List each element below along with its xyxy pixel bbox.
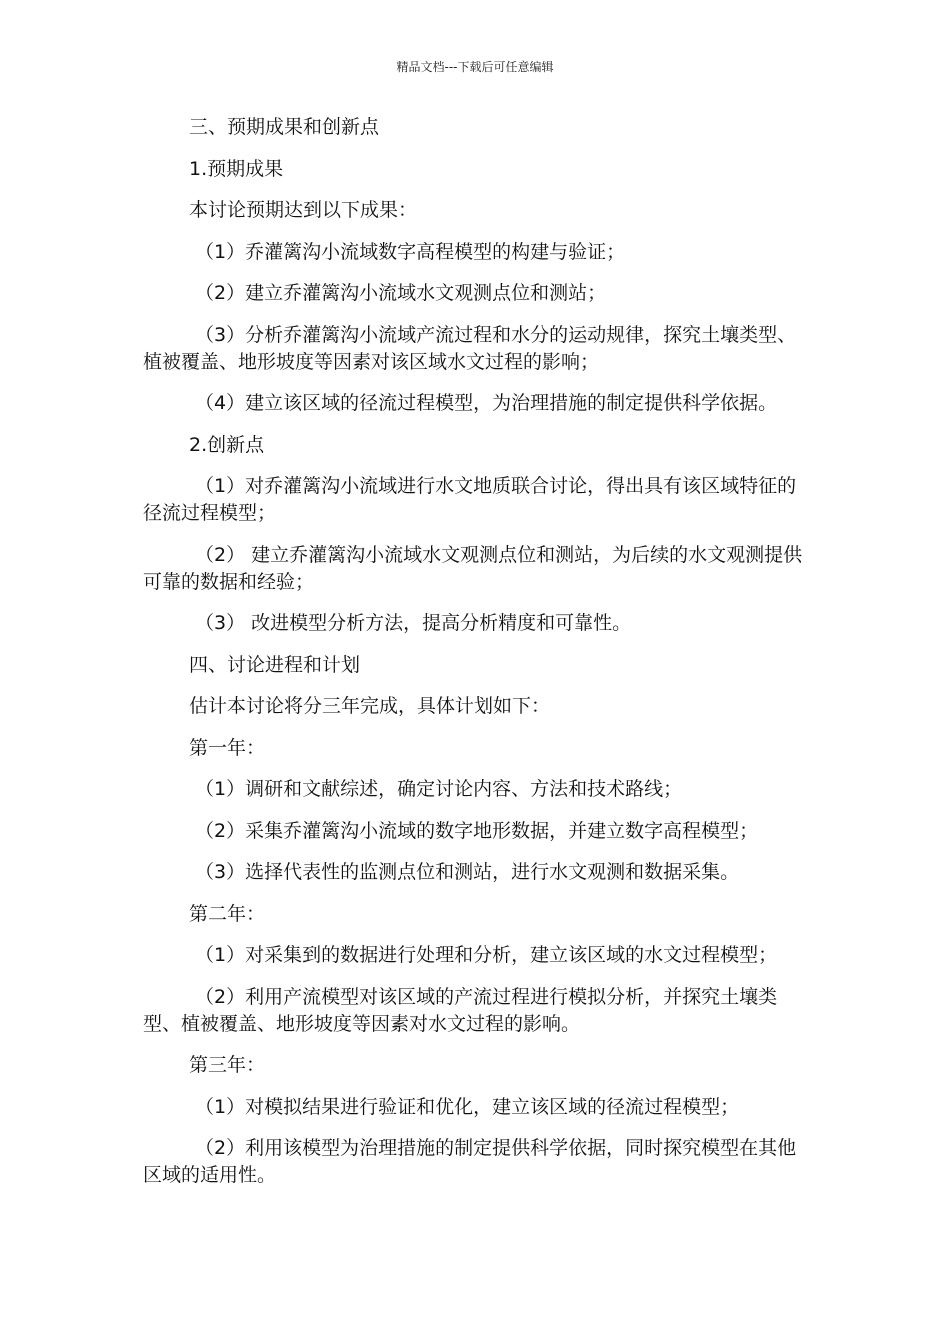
document-body	[143, 114, 811, 1189]
paragraph-16: （2）采集乔灌篱沟小流域的数字地形数据，并建立数字高程模型；	[195, 819, 759, 842]
paragraph-7: （4）建立该区域的径流过程模型，为治理措施的制定提供科学依据。	[195, 392, 778, 414]
paragraph-19: （1）对采集到的数据进行处理和分析，建立该区域的水文过程模型；	[195, 944, 778, 966]
paragraph-2: 1.预期成果	[189, 157, 284, 180]
paragraph-14: 第一年：	[189, 736, 266, 759]
paragraph-17: （3）选择代表性的监测点位和测站，进行水文观测和数据采集。	[195, 861, 740, 883]
paragraph-21: 第三年：	[189, 1054, 266, 1076]
paragraph-13: 估计本讨论将分三年完成，具体计划如下：	[189, 695, 551, 717]
paragraph-20: （2）利用产流模型对该区域的产流过程进行模拟分析，并探究土壤类型、植被覆盖、地形坡度等因素对水文过程的影响。	[143, 985, 778, 1035]
paragraph-22: （1）对模拟结果进行验证和优化，建立该区域的径流过程模型；	[195, 1095, 740, 1118]
paragraph-15: （1）调研和文献综述，确定讨论内容、方法和技术路线；	[195, 778, 683, 800]
paragraph-9: （1）对乔灌篱沟小流域进行水文地质联合讨论，得出具有该区域特征的径流过程模型；	[143, 475, 797, 524]
paragraph-8: 2.创新点	[189, 433, 265, 456]
paragraph-10: （2） 建立乔灌篱沟小流域水文观测点位和测站，为后续的水文观测提供可靠的数据和经验；	[143, 543, 803, 593]
paragraph-11: （3） 改进模型分析方法，提高分析精度和可靠性。	[195, 612, 632, 634]
paragraph-1: 三、预期成果和创新点	[189, 116, 380, 138]
paragraph-6: （3）分析乔灌篱沟小流域产流过程和水分的运动规律，探究土壤类型、植被覆盖、地形坡度等因素对该区域水文过程的影响；	[143, 323, 797, 373]
paragraph-4: （1）乔灌篱沟小流域数字高程模型的构建与验证；	[195, 240, 626, 263]
paragraph-18: 第二年：	[189, 902, 266, 925]
paragraph-12: 四、讨论进程和计划	[189, 653, 361, 676]
page-header: 精品文档---下载后可任意编辑	[396, 60, 554, 74]
paragraph-23: （2）利用该模型为治理措施的制定提供科学依据，同时探究模型在其他区域的适用性。	[143, 1137, 797, 1186]
paragraph-3: 本讨论预期达到以下成果：	[189, 199, 418, 221]
paragraph-5: （2）建立乔灌篱沟小流域水文观测点位和测站；	[195, 282, 607, 304]
